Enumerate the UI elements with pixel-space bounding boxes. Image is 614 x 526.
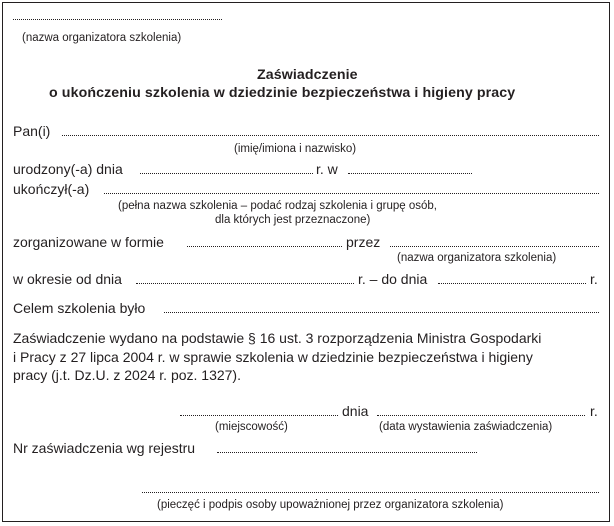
issue-place-caption: (miejscowość) [215,421,288,433]
born-label: urodzony(-a) dnia [13,161,123,177]
period-label: w okresie od dnia [13,271,122,287]
full-name-field[interactable] [62,134,599,136]
birth-place-field[interactable] [348,172,472,174]
period-end-suffix: r. [590,271,598,287]
full-name-caption: (imię/imiona i nazwisko) [234,143,357,155]
organized-by-label: przez [346,234,381,250]
training-purpose-field[interactable] [164,311,599,313]
born-year-in-label: r. w [316,161,338,177]
organizer-field-caption: (nazwa organizatora szkolenia) [397,252,557,264]
period-to-label: r. – do dnia [358,271,428,287]
organizer-name-field[interactable] [13,18,222,20]
register-number-label: Nr zaświadczenia wg rejestru [13,440,196,456]
issue-year-suffix: r. [590,403,598,419]
training-name-field[interactable] [104,192,599,194]
period-end-field[interactable] [438,282,586,284]
purpose-label: Celem szkolenia było [13,300,146,316]
training-name-caption-line1: (pełna nazwa szkolenia – podać rodzaj szkolenia i grupę osób, [118,200,438,212]
issue-date-caption: (data wystawienia zaświadczenia) [379,421,553,433]
certificate-title: Zaświadczenie [257,67,358,83]
period-start-field[interactable] [136,282,354,284]
legal-basis-line-2: i Pracy z 27 lipca 2004 r. w sprawie szkolenia w dziedzinie bezpieczeństwa i higieny [13,348,533,365]
completed-label: ukończył(-a) [13,181,90,197]
certificate-subtitle: o ukończeniu szkolenia w dziedzinie bezpieczeństwa i higieny pracy [49,85,516,101]
organizer-field[interactable] [390,245,599,247]
issue-day-label: dnia [342,403,369,419]
issue-place-field[interactable] [180,414,338,416]
legal-basis-line-1: Zaświadczenie wydano na podstawie § 16 ust. 3 rozporządzenia Ministra Gospodarki [13,330,542,346]
register-number-field[interactable] [217,451,477,453]
issue-date-field[interactable] [377,414,585,416]
training-name-caption-line2: dla których jest przeznaczone) [215,214,371,226]
organizer-caption: (nazwa organizatora szkolenia) [22,32,182,44]
legal-basis-paragraph [13,329,603,385]
legal-basis-line-3: pracy (j.t. Dz.U. z 2024 r. poz. 1327). [13,367,241,383]
signature-caption: (pieczęć i podpis osoby upoważnionej przez organizatora szkolenia) [157,499,504,511]
training-form-field[interactable] [187,245,342,247]
name-label: Pan(i) [13,123,51,139]
organized-form-label: zorganizowane w formie [13,234,164,250]
birth-date-field[interactable] [140,172,313,174]
signature-field[interactable] [142,491,599,493]
